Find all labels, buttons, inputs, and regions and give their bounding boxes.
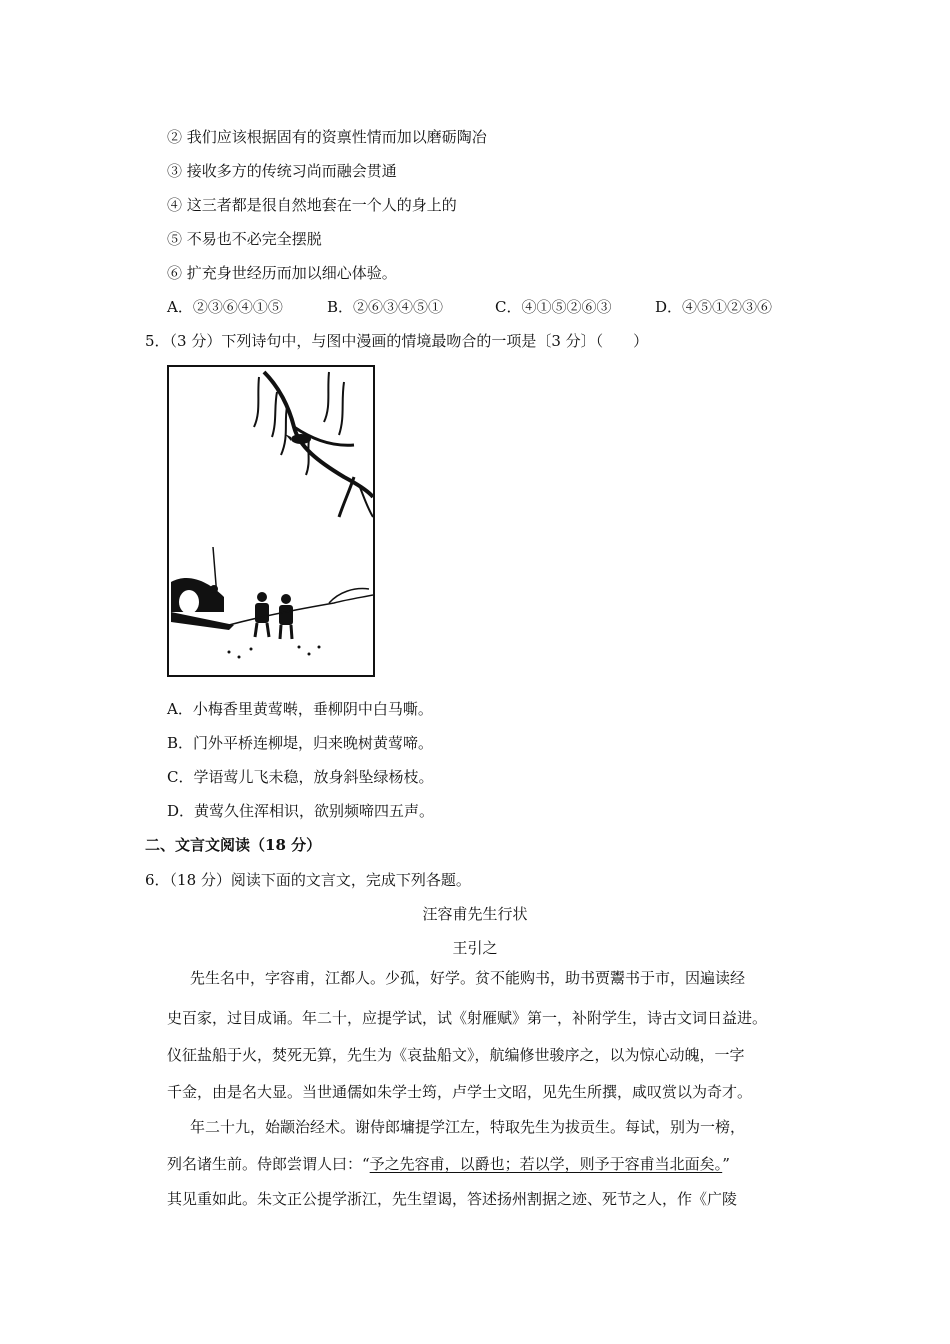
willow-river-scene [169, 367, 373, 675]
q4-item-3: ③ 接收多方的传统习尚而融会贯通 [167, 162, 397, 180]
passage-title: 汪容甫先生行状 [422, 905, 528, 923]
q4-option-d: D．④⑤①②③⑥ [655, 298, 773, 316]
q5-stem: 5．（3 分）下列诗句中，与图中漫画的情境最吻合的一项是〔3 分〕（ ） [145, 332, 649, 350]
q5-option-a: A．小梅香里黄莺啭，垂柳阴中白马嘶。 [167, 700, 433, 718]
passage-line-3: 仪征盐船于火，焚死无算，先生为《哀盐船文》，航编修世骏序之，以为惊心动魄，一字 [167, 1046, 745, 1064]
passage-line-6-suffix: ” [722, 1155, 730, 1173]
q5-option-b: B．门外平桥连柳堤，归来晚树黄莺啼。 [167, 734, 434, 752]
passage-line-4: 千金，由是名大显。当世通儒如朱学士筠，卢学士文昭，见先生所撰，咸叹赏以为奇才。 [167, 1083, 753, 1101]
underlined-sentence: 予之先容甫，以爵也；若以学，则予于容甫当北面矣。 [369, 1155, 723, 1173]
passage-line-6-prefix: 列名诸生前。侍郎尝谓人曰：“ [167, 1155, 370, 1173]
q5-option-d: D．黄莺久住浑相识，欲别频啼四五声。 [167, 802, 435, 820]
passage-line-5: 年二十九，始颛治经术。谢侍郎墉提学江左，特取先生为拔贡生。每试，别为一榜， [190, 1118, 746, 1136]
q5-option-c: C．学语莺儿飞未稳，放身斜坠绿杨枝。 [167, 768, 434, 786]
q4-item-6: ⑥ 扩充身世经历而加以细心体验。 [167, 264, 397, 282]
q4-item-4: ④ 这三者都是很自然地套在一个人的身上的 [167, 196, 457, 214]
q4-item-5: ⑤ 不易也不必完全摆脱 [167, 230, 322, 248]
q4-option-b: B．②⑥③④⑤① [327, 298, 444, 316]
passage-line-6 [167, 1154, 730, 1174]
section-heading: 二、文言文阅读（18 分） [145, 836, 322, 854]
passage-line-7: 其见重如此。朱文正公提学浙江，先生望谒，答述扬州割据之迹、死节之人，作《广陵 [167, 1190, 738, 1208]
q6-stem: 6．（18 分）阅读下面的文言文，完成下列各题。 [145, 871, 471, 889]
passage-author: 王引之 [452, 939, 498, 957]
passage-line-1: 先生名中，字容甫，江都人。少孤，好学。贫不能购书，助书贾鬻书于市，因遍读经 [190, 969, 746, 987]
cartoon-illustration [167, 365, 375, 677]
q4-options [167, 297, 772, 317]
q4-option-a: A．②③⑥④①⑤ [167, 298, 283, 316]
q4-option-c: C．④①⑤②⑥③ [495, 298, 612, 316]
passage-line-2: 史百家，过目成诵。年二十，应提学试，试《射雁赋》第一，补附学生，诗古文词日益进。 [167, 1009, 768, 1027]
q4-item-2: ② 我们应该根据固有的资禀性情而加以磨砺陶冶 [167, 128, 487, 146]
